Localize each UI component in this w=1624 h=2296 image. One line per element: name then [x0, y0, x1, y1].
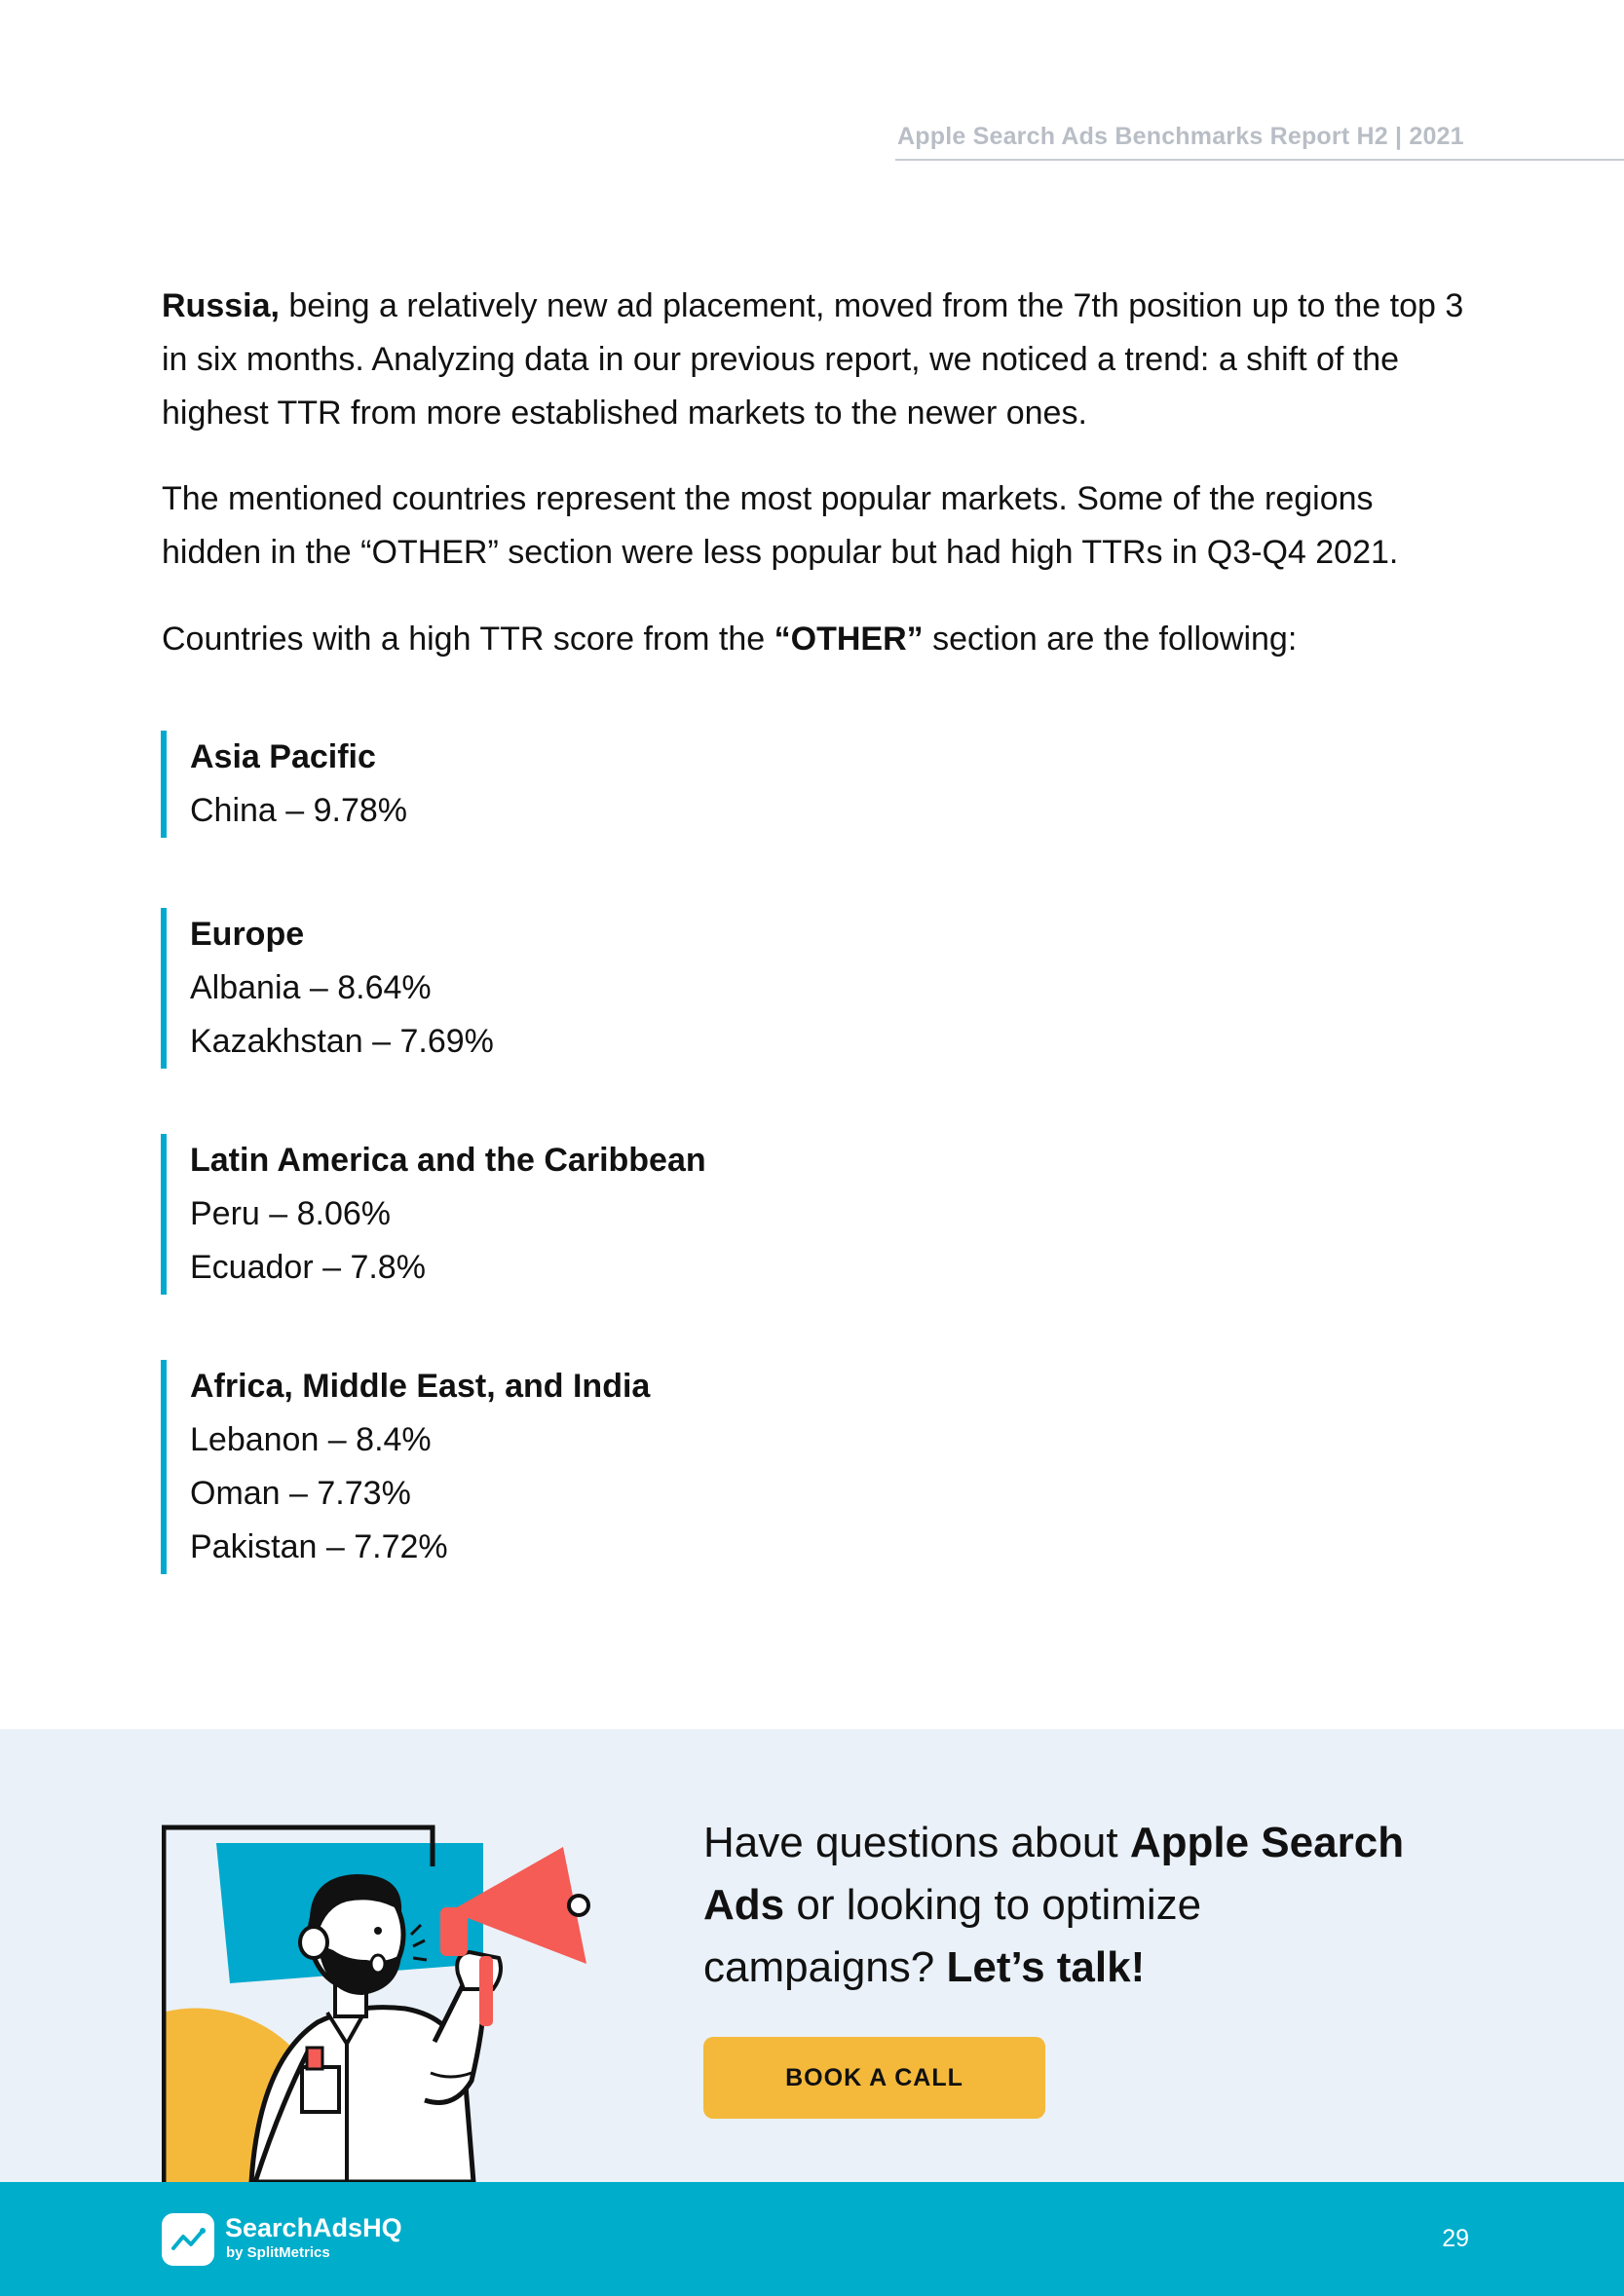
searchadshq-logo-icon: [162, 2213, 214, 2266]
cta-q2: or looking to optimize campaigns?: [703, 1881, 1202, 1991]
region-africa-middle-east-india: [161, 1360, 650, 1574]
region-country: Lebanon – 8.4%: [190, 1421, 432, 1458]
intro-paragraph-markets: The mentioned countries represent the most popular markets. Some of the regions hidden in the “OTHER” section were less popular but had high TTRs in Q3-Q4 2021.: [162, 480, 1399, 571]
region-europe: [161, 908, 494, 1069]
brand-name: SearchAdsHQ: [225, 2213, 402, 2242]
cta-q1-bold: Apple Search Ads: [703, 1819, 1405, 1929]
intro-paragraph-russia: [162, 280, 1467, 440]
book-a-call-button[interactable]: BOOK A CALL: [703, 2037, 1045, 2119]
region-latin-america: [161, 1134, 706, 1295]
cta-question: [703, 1812, 1405, 1999]
region-country: Ecuador – 7.8%: [190, 1249, 426, 1286]
brand-subtitle: by SplitMetrics: [226, 2244, 330, 2261]
region-title: Latin America and the Caribbean: [190, 1142, 706, 1179]
report-header-title: Apple Search Ads Benchmarks Report H2 | 2021: [897, 123, 1464, 150]
region-country: China – 9.78%: [190, 792, 408, 829]
intro-paragraph-other: [162, 613, 1467, 666]
page-number: 29: [1442, 2225, 1469, 2252]
header-divider: [895, 159, 1624, 161]
region-country: Pakistan – 7.72%: [190, 1528, 448, 1565]
other-post: section are the following:: [923, 621, 1298, 658]
region-country: Albania – 8.64%: [190, 969, 432, 1006]
other-bold: “OTHER”: [774, 621, 924, 658]
cta-q2-bold: Let’s talk!: [946, 1943, 1146, 1991]
chart-trend-icon: [162, 2213, 214, 2266]
russia-bold: Russia,: [162, 287, 280, 324]
russia-text: being a relatively new ad placement, moved from the 7th position up to the top 3 in six months. Analyzing data in our previous report, we noticed a trend: a shift of the highest TTR from more established markets to the newer ones.: [162, 287, 1464, 432]
region-title: Asia Pacific: [190, 738, 376, 775]
region-title: Africa, Middle East, and India: [190, 1368, 651, 1405]
region-asia-pacific: [161, 731, 407, 838]
other-pre: Countries with a high TTR score from the: [162, 621, 774, 658]
region-title: Europe: [190, 916, 305, 953]
region-country: Kazakhstan – 7.69%: [190, 1023, 494, 1060]
cta-q1: Have questions about: [703, 1819, 1130, 1866]
region-country: Peru – 8.06%: [190, 1195, 392, 1232]
region-country: Oman – 7.73%: [190, 1475, 411, 1512]
megaphone-man-illustration: [162, 1818, 620, 2182]
